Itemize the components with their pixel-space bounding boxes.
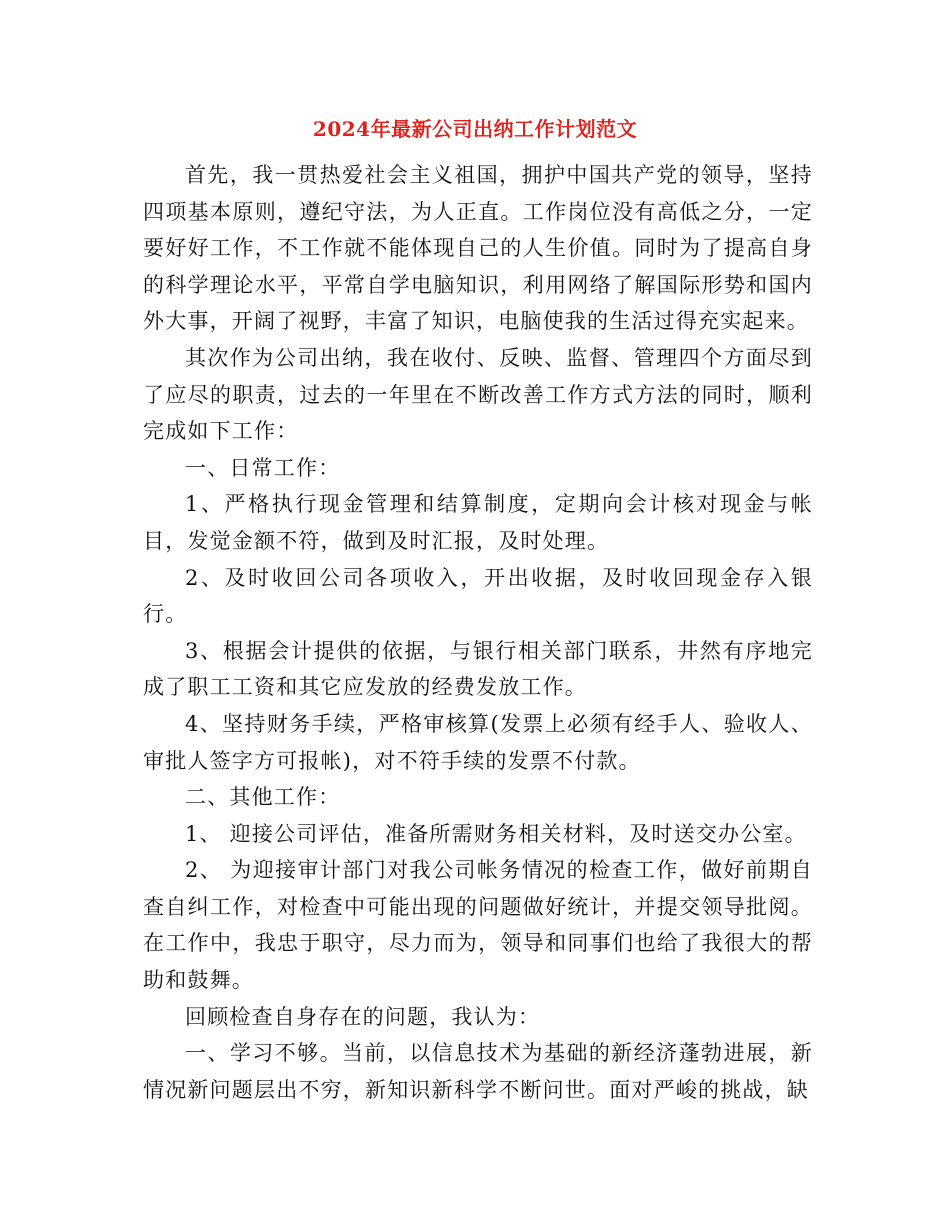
list-item: 3、根据会计提供的依据，与银行相关部门联系，井然有序地完成了职工工资和其它应发放的经费发放工作。 <box>143 638 813 700</box>
list-item: 1、严格执行现金管理和结算制度，定期向会计核对现金与帐目，发觉金额不符，做到及时汇报，及时处理。 <box>143 492 813 553</box>
paragraph: 一、学习不够。当前，以信息技术为基础的新经济蓬勃进展，新情况新问题层出不穷，新知识新科学不断问世。面对严峻的挑战，缺 <box>143 1041 813 1102</box>
list-item: 2、 为迎接审计部门对我公司帐务情况的检查工作，做好前期自查自纠工作，对检查中可能出现的问题做好统计，并提交领导批阅。在工作中，我忠于职守，尽力而为，领导和同事们也给了我很大的帮助和鼓舞。 <box>143 858 813 993</box>
list-item: 4、坚持财务手续，严格审核算(发票上必须有经手人、验收人、审批人签字方可报帐)，对不符手续的发票不付款。 <box>143 711 813 773</box>
document-title: 2024年最新公司出纳工作计划范文 <box>312 117 638 141</box>
list-item: 2、及时收回公司各项收入，开出收据，及时收回现金存入银行。 <box>143 565 813 627</box>
paragraph: 首先，我一贯热爱社会主义祖国，拥护中国共产党的领导，坚持四项基本原则，遵纪守法，为人正直。工作岗位没有高低之分，一定要好好工作，不工作就不能体现自己的人生价值。同时为了提高自身的科学理论水平，平常自学电脑知识，利用网络了解国际形势和国内外大事，开阔了视野，丰富了知识，电脑使我的生活过得充实起来。 <box>143 163 813 334</box>
paragraph: 回顾检查自身存在的问题，我认为： <box>185 1004 541 1029</box>
section-heading: 一、日常工作： <box>185 455 341 480</box>
document-body <box>143 157 813 1108</box>
list-item: 1、 迎接公司评估，准备所需财务相关材料，及时送交办公室。 <box>185 821 807 846</box>
paragraph: 其次作为公司出纳，我在收付、反映、监督、管理四个方面尽到了应尽的职责，过去的一年里在不断改善工作方式方法的同时，顺利完成如下工作： <box>143 345 813 444</box>
section-heading: 二、其他工作： <box>185 785 341 810</box>
